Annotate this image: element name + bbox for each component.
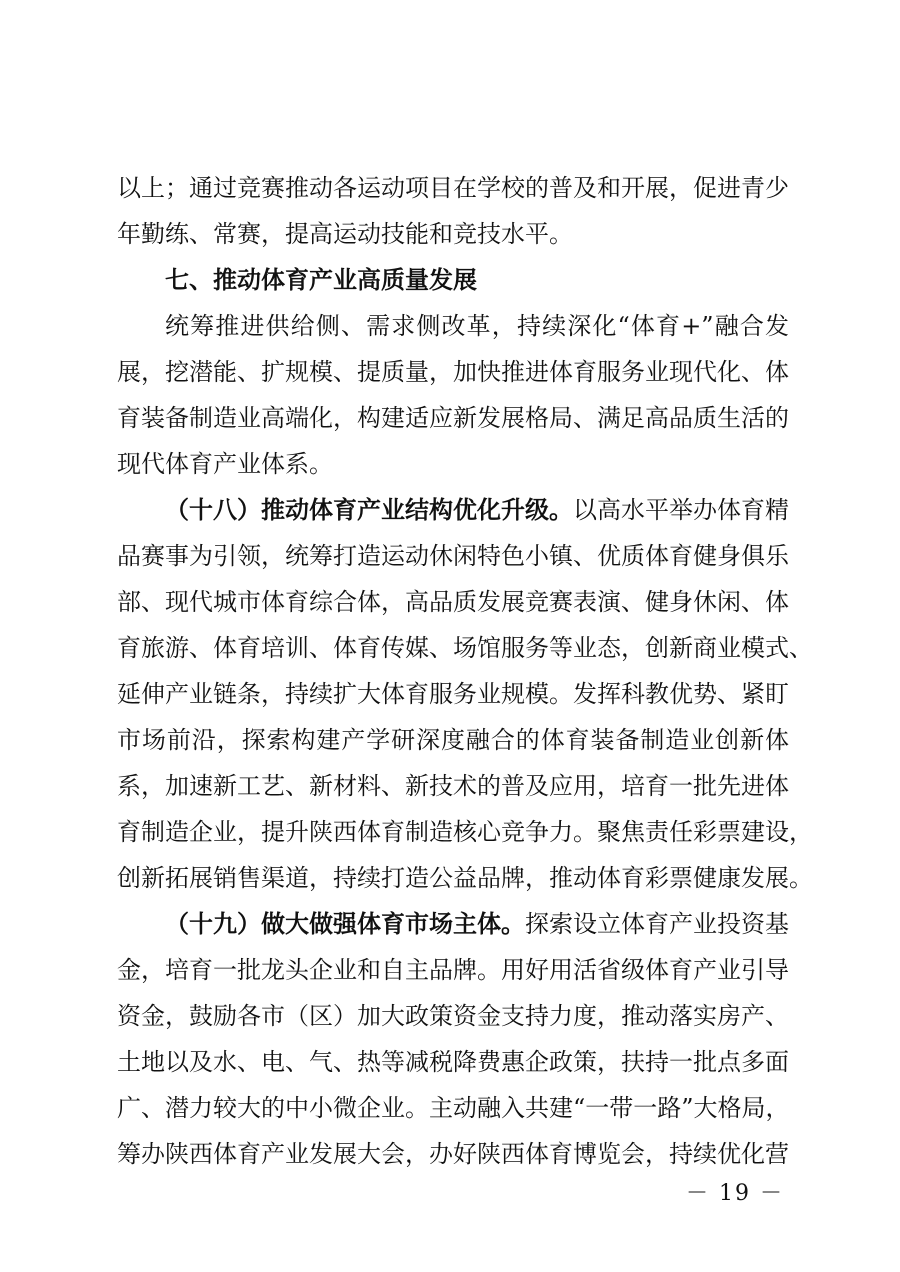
subsection-title: （十九）做大做强体育市场主体。 <box>165 909 525 938</box>
paragraph-line: 部、现代城市体育综合体，高品质发展竞赛表演、健身休闲、体 <box>117 588 789 616</box>
subsection-title: （十八）推动体育产业结构优化升级。 <box>165 495 573 524</box>
paragraph-line: 筹办陕西体育产业发展大会，办好陕西体育博览会，持续优化营 <box>117 1140 789 1168</box>
paragraph-line: 品赛事为引领，统筹打造运动休闲特色小镇、优质体育健身俱乐 <box>117 542 789 570</box>
paragraph-line: 年勤练、常赛，提高运动技能和竞技水平。 <box>117 220 573 248</box>
paragraph-line: 广、潜力较大的中小微企业。主动融入共建“一带一路”大格局， <box>117 1094 790 1122</box>
paragraph-line: 土地以及水、电、气、热等减税降费惠企政策，扶持一批点多面 <box>117 1048 789 1076</box>
paragraph-text: 探索设立体育产业投资基 <box>525 910 789 938</box>
paragraph-line <box>165 909 789 939</box>
paragraph-line: 市场前沿，探索构建产学研深度融合的体育装备制造业创新体 <box>117 726 789 754</box>
paragraph-line: 统筹推进供给侧、需求侧改革，持续深化“体育+”融合发 <box>165 312 789 340</box>
paragraph-line: 育装备制造业高端化，构建适应新发展格局、满足高品质生活的 <box>117 404 789 432</box>
paragraph-line: 创新拓展销售渠道，持续打造公益品牌，推动体育彩票健康发展。 <box>117 864 813 892</box>
section-heading: 七、推动体育产业高质量发展 <box>165 266 477 294</box>
paragraph-line: 育制造企业，提升陕西体育制造核心竞争力。聚焦责任彩票建设， <box>117 818 813 846</box>
paragraph-line: 以上；通过竞赛推动各运动项目在学校的普及和开展，促进青少 <box>117 174 789 202</box>
paragraph-line: 金，培育一批龙头企业和自主品牌。用好用活省级体育产业引导 <box>117 956 789 984</box>
page-number: － 19 － <box>686 1181 784 1206</box>
paragraph-line: 展，挖潜能、扩规模、提质量，加快推进体育服务业现代化、体 <box>117 358 789 386</box>
paragraph-line: 现代体育产业体系。 <box>117 450 333 478</box>
paragraph-line: 延伸产业链条，持续扩大体育服务业规模。发挥科教优势、紧盯 <box>117 680 789 708</box>
paragraph-line: 育旅游、体育培训、体育传媒、场馆服务等业态，创新商业模式、 <box>117 634 813 662</box>
paragraph-line: 资金，鼓励各市（区）加大政策资金支持力度，推动落实房产、 <box>117 1002 789 1030</box>
paragraph-line <box>165 495 789 525</box>
paragraph-text: 以高水平举办体育精 <box>573 496 789 524</box>
paragraph-line: 系，加速新工艺、新材料、新技术的普及应用，培育一批先进体 <box>117 772 789 800</box>
